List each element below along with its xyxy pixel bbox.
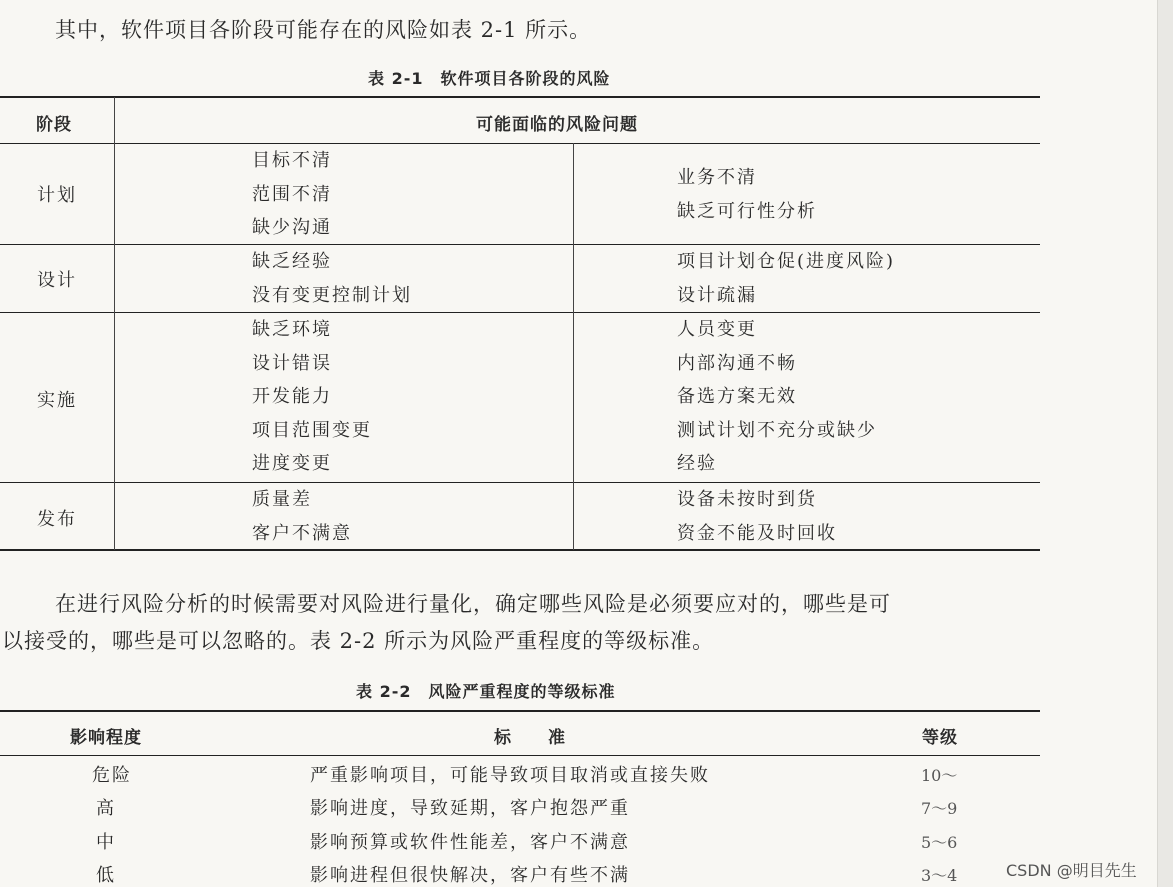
table2-grade-cell: 7～9 — [921, 799, 958, 818]
table1-risk-item: 设计疏漏 — [677, 284, 757, 306]
table1-risk-list — [677, 161, 817, 228]
table2-criteria-cell: 影响进程但很快解决，客户有些不满 — [310, 865, 630, 886]
table2-impact-cell: 危险 — [92, 765, 132, 786]
table2-impact-cell: 低 — [96, 865, 116, 886]
table1-stage-cell: 设计 — [37, 270, 77, 291]
table1-risk-list — [252, 313, 372, 481]
table1-risk-item: 缺少沟通 — [252, 217, 332, 238]
table2-grade-cell: 5～6 — [921, 833, 958, 852]
table1-risk-item: 内部沟通不畅 — [677, 352, 797, 374]
table1-risk-item: 缺乏可行性分析 — [677, 200, 817, 222]
table2-header-rule — [0, 755, 1040, 756]
table1-bottom-rule — [0, 549, 1040, 551]
table1-risk-list — [677, 483, 837, 550]
table1-risk-item: 业务不清 — [677, 167, 757, 188]
table2-criteria-cell: 影响预算或软件性能差，客户不满意 — [310, 832, 630, 853]
table1-stage-cell: 实施 — [37, 390, 77, 411]
table1-header-rule — [0, 143, 1040, 144]
table1-risk-list — [252, 144, 332, 245]
table1-row-rule — [0, 482, 1040, 483]
table1-risk-item: 人员变更 — [677, 319, 757, 340]
table1-row-rule — [0, 312, 1040, 313]
table1-col-divider — [114, 97, 115, 550]
table1-risk-item: 范围不清 — [252, 183, 332, 205]
table1-risk-item: 进度变更 — [252, 453, 332, 474]
table1-risk-item: 客户不满意 — [252, 522, 352, 544]
analysis-paragraph-line1: 在进行风险分析的时候需要对风险进行量化，确定哪些风险是必须要应对的，哪些是可 — [55, 592, 891, 616]
table2-grade-cell: 3～4 — [921, 866, 958, 885]
intro-paragraph: 其中，软件项目各阶段可能存在的风险如表 2-1 所示。 — [55, 18, 592, 42]
table1-risk-list — [252, 245, 412, 312]
table2-caption: 表 2-2 风险严重程度的等级标准 — [356, 682, 616, 701]
table2-criteria-cell: 影响进度，导致延期，客户抱怨严重 — [310, 798, 630, 819]
table2-criteria-cell: 严重影响项目，可能导致项目取消或直接失败 — [310, 765, 710, 786]
analysis-paragraph-line2: 以接受的，哪些是可以忽略的。表 2-2 所示为风险严重程度的等级标准。 — [2, 629, 715, 653]
table1-stage-cell: 计划 — [37, 185, 77, 206]
table1-risk-item: 开发能力 — [252, 386, 332, 407]
vertical-scrollbar[interactable] — [1157, 0, 1173, 887]
table1-col-divider — [573, 143, 574, 550]
table1-risk-item: 设备未按时到货 — [677, 489, 817, 510]
csdn-watermark: CSDN @明目先生 — [1006, 861, 1137, 880]
table1-risk-item: 项目计划仓促(进度风险) — [677, 251, 896, 272]
table1-risk-item: 测试计划不充分或缺少 — [677, 419, 877, 441]
table2-top-rule — [0, 710, 1040, 712]
table2-impact-cell: 高 — [96, 798, 116, 819]
table1-header-stage: 阶段 — [36, 115, 72, 135]
table1-risk-item: 设计错误 — [252, 352, 332, 374]
table1-risk-item: 资金不能及时回收 — [677, 522, 837, 544]
table1-risk-item: 缺乏环境 — [252, 319, 332, 340]
table2-grade-cell: 10～ — [921, 766, 958, 785]
table1-stage-cell: 发布 — [37, 509, 77, 530]
table1-risk-list — [677, 313, 877, 481]
table1-risk-item: 备选方案无效 — [677, 386, 797, 407]
table1-risk-item: 目标不清 — [252, 150, 332, 171]
table1-risk-item: 没有变更控制计划 — [252, 284, 412, 306]
table2-impact-cell: 中 — [96, 832, 116, 853]
table1-risk-item: 质量差 — [252, 489, 312, 510]
table2-header-criteria: 标 准 — [494, 728, 566, 748]
table1-risk-item: 项目范围变更 — [252, 419, 372, 441]
table2-header-impact: 影响程度 — [70, 728, 142, 748]
table1-risk-list — [252, 483, 352, 550]
table1-risk-item: 经验 — [677, 453, 717, 474]
table1-header-risks: 可能面临的风险问题 — [476, 115, 638, 135]
table1-caption: 表 2-1 软件项目各阶段的风险 — [368, 69, 611, 88]
table1-risk-list — [677, 245, 895, 312]
table1-top-rule — [0, 96, 1040, 98]
table2-header-grade: 等级 — [922, 728, 958, 748]
table1-risk-item: 缺乏经验 — [252, 251, 332, 272]
